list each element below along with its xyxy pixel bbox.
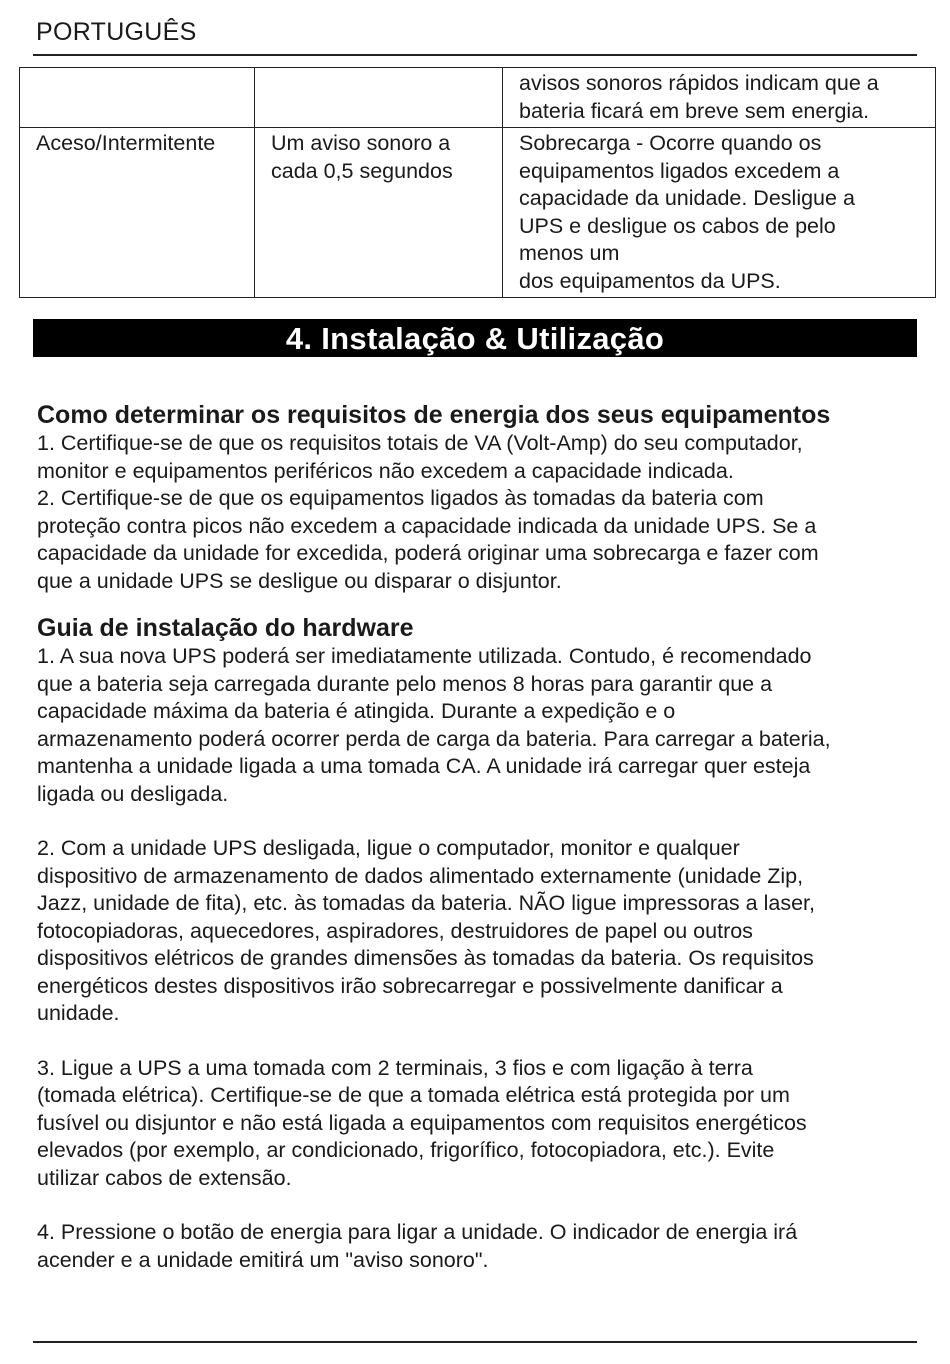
paragraph-line: mantenha a unidade ligada a uma tomada CA. A unidade irá carregar quer esteja <box>37 754 811 778</box>
paragraph-line: monitor e equipamentos periféricos não excedem a capacidade indicada. <box>37 458 734 483</box>
paragraph-line: Jazz, unidade de fita), etc. às tomadas da bateria. NÃO ligue impressoras a laser, <box>37 891 815 915</box>
table-cell-indicator <box>20 68 255 128</box>
footer-divider <box>33 1341 917 1343</box>
paragraph-line: fotocopiadoras, aquecedores, aspiradores, destruidores de papel ou outros <box>37 918 753 943</box>
paragraph-line: 1. Certifique-se de que os requisitos totais de VA (Volt-Amp) do seu computador, <box>37 431 803 455</box>
paragraph-line: acender e a unidade emitirá um "aviso sonoro". <box>37 1247 489 1272</box>
table-cell-sound <box>255 68 503 128</box>
cell-line: menos um <box>519 241 620 265</box>
paragraph-line: dispositivo de armazenamento de dados alimentado externamente (unidade Zip, <box>37 863 804 888</box>
alarm-table <box>19 67 936 298</box>
paragraph-line: 3. Ligue a UPS a uma tomada com 2 terminais, 3 fios e com ligação à terra <box>37 1055 753 1080</box>
cell-line: equipamentos ligados excedem a <box>519 158 840 183</box>
table-row <box>20 68 936 128</box>
requirements-heading: Como determinar os requisitos de energia dos seus equipamentos <box>37 401 831 429</box>
step-2 <box>37 835 932 1028</box>
paragraph-line: que a unidade UPS se desligue ou disparar o disjuntor. <box>37 568 562 593</box>
paragraph-line: proteção contra picos não excedem a capacidade indicada da unidade UPS. Se a <box>37 513 817 538</box>
cell-line: avisos sonoros rápidos indicam que a <box>519 71 879 95</box>
hardware-heading: Guia de instalação do hardware <box>37 614 414 642</box>
step-4 <box>37 1219 932 1274</box>
paragraph-line: 1. A sua nova UPS poderá ser imediatamente utilizada. Contudo, é recomendado <box>37 644 812 668</box>
paragraph-line: dispositivos elétricos de grandes dimensões às tomadas da bateria. Os requisitos <box>37 946 814 970</box>
paragraph-line: 2. Certifique-se de que os equipamentos ligados às tomadas da bateria com <box>37 486 764 510</box>
main-content <box>37 400 932 1274</box>
paragraph-line: (tomada elétrica). Certifique-se de que a tomada elétrica está protegida por um <box>37 1083 790 1107</box>
table-cell-description <box>503 68 936 128</box>
cell-line: Sobrecarga - Ocorre quando os <box>519 131 822 155</box>
step-3 <box>37 1055 932 1193</box>
table-cell-description <box>503 128 936 298</box>
section-title: 4. Instalação & Utilização <box>33 319 917 357</box>
table-cell-sound <box>255 128 503 298</box>
cell-line: cada 0,5 segundos <box>271 158 453 183</box>
paragraph-line: capacidade da unidade for excedida, poderá originar uma sobrecarga e fazer com <box>37 541 819 565</box>
cell-line: capacidade da unidade. Desligue a <box>519 186 855 210</box>
paragraph-line: utilizar cabos de extensão. <box>37 1165 292 1190</box>
step-1 <box>37 643 932 808</box>
cell-line: UPS e desligue os cabos de pelo <box>519 213 836 238</box>
paragraph-line: que a bateria seja carregada durante pelo menos 8 horas para garantir que a <box>37 671 773 696</box>
paragraph-line: 4. Pressione o botão de energia para ligar a unidade. O indicador de energia irá <box>37 1220 798 1244</box>
paragraph-line: fusível ou disjuntor e não está ligada a equipamentos com requisitos energéticos <box>37 1110 807 1135</box>
cell-line: bateria ficará em breve sem energia. <box>519 98 870 123</box>
paragraph-line: elevados (por exemplo, ar condicionado, frigorífico, fotocopiadora, etc.). Evite <box>37 1138 775 1162</box>
cell-line: Um aviso sonoro a <box>271 131 451 155</box>
paragraph-line: 2. Com a unidade UPS desligada, ligue o computador, monitor e qualquer <box>37 836 740 860</box>
paragraph-line: capacidade máxima da bateria é atingida. Durante a expedição e o <box>37 699 676 723</box>
language-header: PORTUGUÊS <box>36 18 197 46</box>
paragraph-line: armazenamento poderá ocorrer perda de carga da bateria. Para carregar a bateria, <box>37 726 831 751</box>
paragraph-line: ligada ou desligada. <box>37 781 229 806</box>
paragraph-line: unidade. <box>37 1001 120 1025</box>
table-row <box>20 128 936 298</box>
header-divider <box>33 54 917 56</box>
table-cell-indicator: Aceso/Intermitente <box>20 128 255 298</box>
cell-line: dos equipamentos da UPS. <box>519 268 781 293</box>
paragraph-line: energéticos destes dispositivos irão sobrecarregar e possivelmente danificar a <box>37 973 783 998</box>
